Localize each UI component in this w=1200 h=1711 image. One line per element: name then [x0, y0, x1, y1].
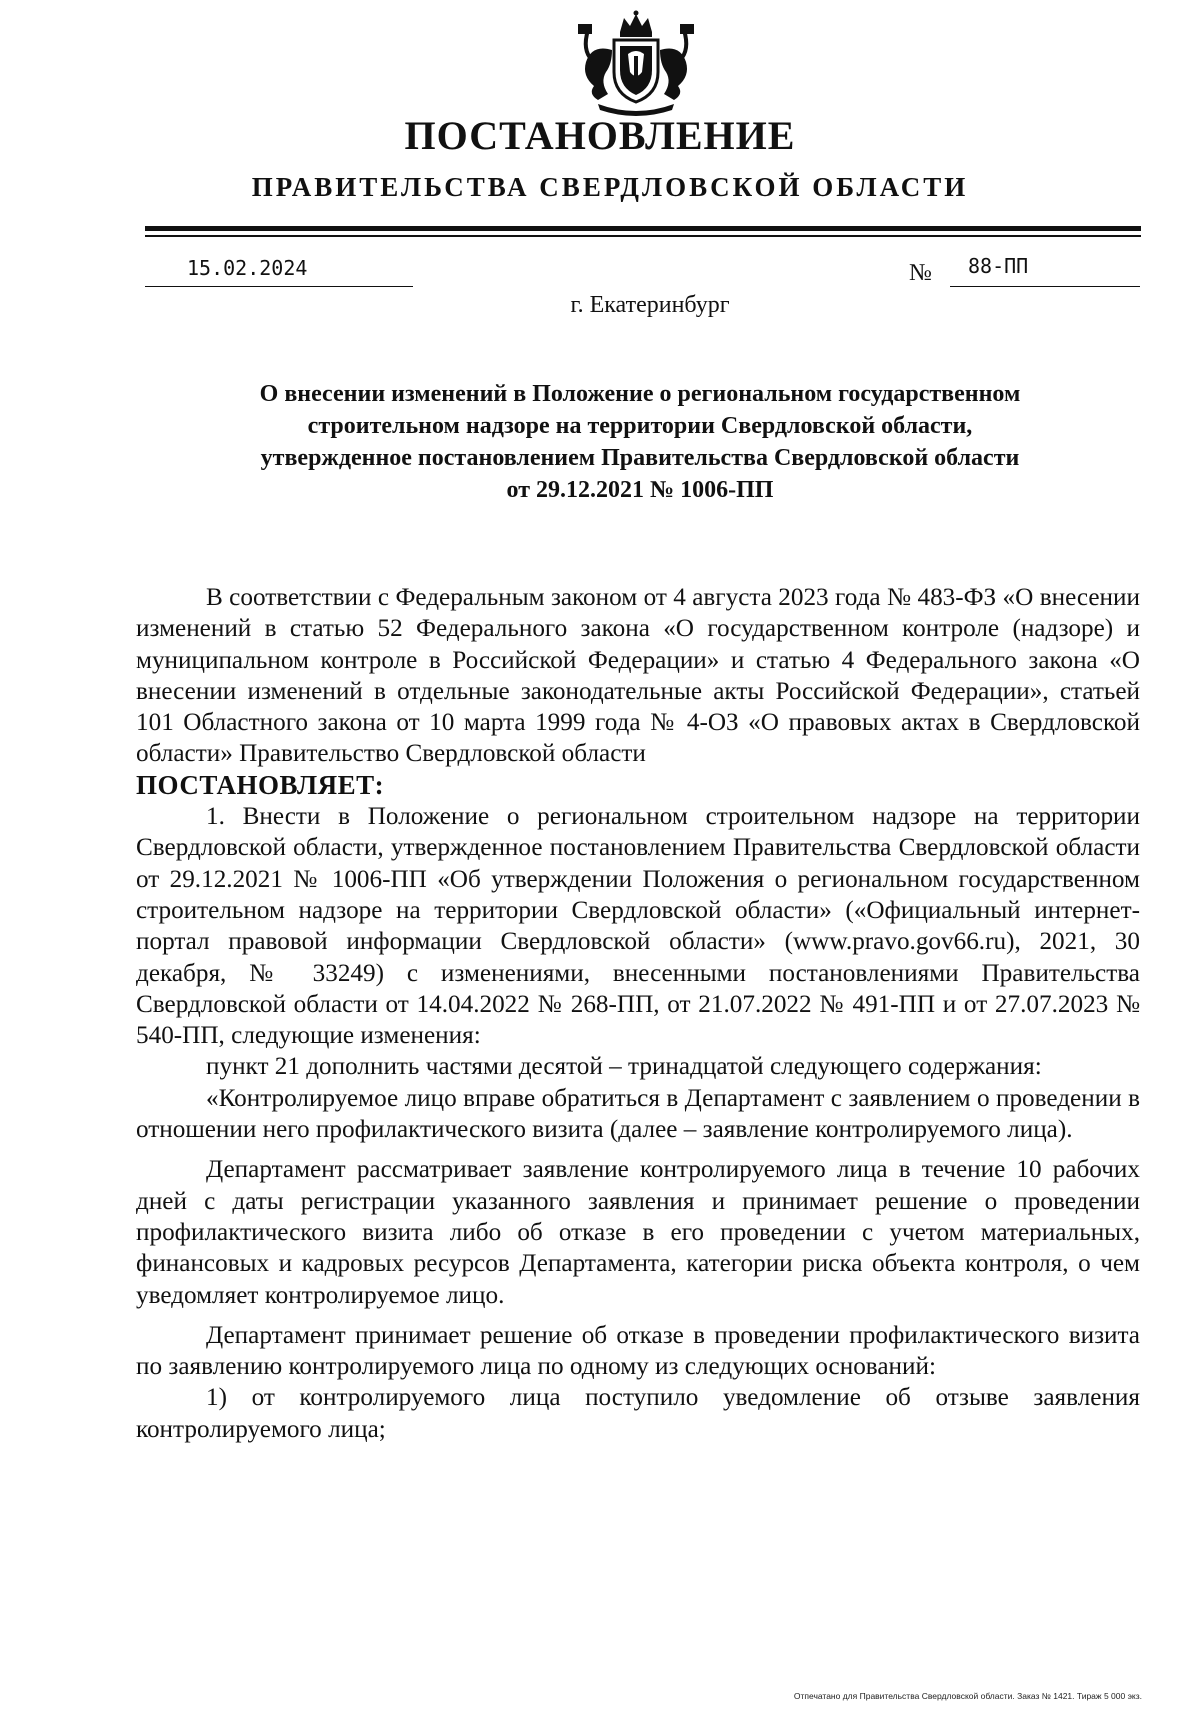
- quote-paragraph-4: 1) от контролируемого лица поступило уведомление об отзыве заявления контролируемого лица;: [136, 1384, 1140, 1443]
- document-body: [136, 582, 1140, 1445]
- print-note: Отпечатано для Правительства Свердловской области. Заказ № 1421. Тираж 5 000 экз.: [793, 1691, 1142, 1701]
- item-1-paragraph: 1. Внести в Положение о региональном строительном надзоре на территории Свердловской области, утвержденное постановлением Правительства Свердловской области от 29.12.2021 № 1006-ПП «Об утверждении Положения о региональном государственном строительном надзоре на территории Свердловской области» («Официальный интернет-портал правовой информации Свердловской области» (www.pravo.gov66.ru), 2021, 30 декабря, № 33249) с изменениями, внесенными постановлениями Правительства Свердловской области от 14.04.2022 № 268-ПП, от 21.07.2022 № 491-ПП и от 27.07.2023 № 540-ПП, следующие изменения:: [136, 803, 1140, 1050]
- city-line: г. Екатеринбург: [570, 292, 730, 318]
- header-rule-thick: [145, 226, 1141, 231]
- document-title: ПОСТАНОВЛЕНИЕ: [404, 113, 796, 158]
- header-rule-thin: [145, 235, 1141, 237]
- coat-of-arms-emblem: [568, 10, 704, 118]
- decree-word: ПОСТАНОВЛЯЕТ:: [136, 769, 385, 800]
- document-number: 88-ПП: [968, 254, 1029, 278]
- quote-paragraph-3: Департамент принимает решение об отказе в проведении профилактического визита по заявлению контролируемого лица по одному из следующих оснований:: [136, 1321, 1140, 1381]
- heading-line: строительном надзоре на территории Свердловской области,: [307, 413, 973, 439]
- point-21-paragraph: пункт 21 дополнить частями десятой – тринадцатой следующего содержания:: [206, 1053, 1042, 1081]
- number-field: [950, 252, 1140, 287]
- preamble-paragraph: В соответствии с Федеральным законом от 4 августа 2023 года № 483-ФЗ «О внесении изменений в статью 52 Федерального закона «О государственном контроле (надзоре) и муниципальном контроле в Российской Федерации» и статью 4 Федерального закона «О внесении изменений в отдельные законодательные акты Российской Федерации», статьей 101 Областного закона от 10 марта 1999 года № 4-ОЗ «О правовых актах в Свердловской области» Правительство Свердловской области: [136, 584, 1140, 768]
- document-heading: [140, 378, 1140, 506]
- heading-line: утвержденное постановлением Правительства Свердловской области: [260, 445, 1020, 471]
- heading-line: О внесении изменений в Положение о региональном государственном: [259, 381, 1021, 407]
- number-sign: №: [909, 260, 932, 286]
- date-field: [145, 252, 413, 287]
- heading-line: от 29.12.2021 № 1006-ПП: [506, 477, 774, 503]
- quote-paragraph-2: Департамент рассматривает заявление контролируемого лица в течение 10 рабочих дней с даты регистрации указанного заявления и принимает решение о проведении профилактического визита либо об отказе в его проведении с учетом материальных, финансовых и кадровых ресурсов Департамента, категории риска объекта контроля, о чем уведомляет контролируемое лицо.: [136, 1156, 1140, 1309]
- quote-paragraph-1: «Контролируемое лицо вправе обратиться в Департамент с заявлением о проведении в отношении него профилактического визита (далее – заявление контролируемого лица).: [136, 1084, 1140, 1144]
- document-date: 15.02.2024: [187, 256, 308, 280]
- document-subtitle: ПРАВИТЕЛЬСТВА СВЕРДЛОВСКОЙ ОБЛАСТИ: [251, 172, 969, 202]
